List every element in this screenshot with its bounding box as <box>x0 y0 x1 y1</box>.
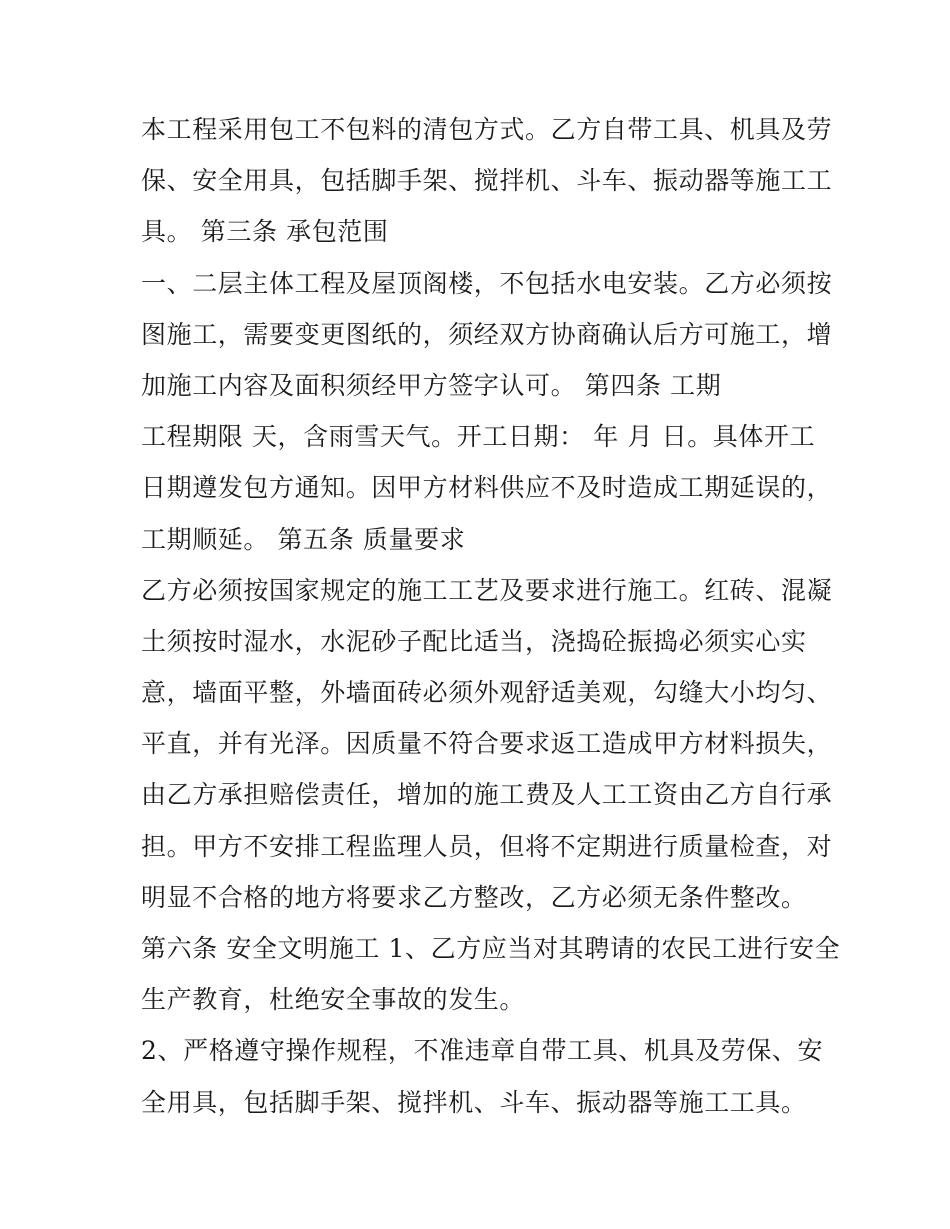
contract-text <box>141 104 841 1128</box>
text-line: 生产教育，杜绝安全事故的发生。 <box>141 985 526 1015</box>
text-line: 明显不合格的地方将要求乙方整改，乙方必须无条件整改。 <box>141 882 807 912</box>
text-line: 第六条 安全文明施工 1、乙方应当对其聘请的农民工进行安全 <box>141 934 841 963</box>
text-line: 工期顺延。 第五条 质量要求 <box>141 524 466 554</box>
text-line: 平直，并有光泽。因质量不符合要求返工造成甲方材料损失， <box>141 729 833 759</box>
text-line: 担。甲方不安排工程监理人员，但将不定期进行质量检查，对 <box>141 831 833 861</box>
text-line: 本工程采用包工不包料的清包方式。乙方自带工具、机具及劳 <box>141 115 833 144</box>
text-line: 由乙方承担赔偿责任，增加的施工费及人工工资由乙方自行承 <box>141 780 833 810</box>
text-line: 意，墙面平整，外墙面砖必须外观舒适美观，勾缝大小均匀、 <box>141 678 833 708</box>
text-line: 图施工，需要变更图纸的，须经双方协商确认后方可施工，增 <box>141 319 833 349</box>
text-line: 土须按时湿水，水泥砂子配比适当，浇捣砼振捣必须实心实 <box>141 626 807 656</box>
text-line: 工程期限 天，含雨雪天气。开工日期： 年 月 日。具体开工 <box>141 422 816 452</box>
text-line: 加施工内容及面积须经甲方签字认可。 第四条 工期 <box>141 370 722 400</box>
text-line: 具。 第三条 承包范围 <box>141 217 389 247</box>
text-line: 保、安全用具，包括脚手架、搅拌机、斗车、振动器等施工工 <box>141 166 833 196</box>
text-line: 2、严格遵守操作规程，不准违章自带工具、机具及劳保、安 <box>141 1036 824 1066</box>
text-line: 一、二层主体工程及屋顶阁楼，不包括水电安装。乙方必须按 <box>141 268 833 298</box>
text-line: 乙方必须按国家规定的施工工艺及要求进行施工。红砖、混凝 <box>141 575 833 605</box>
text-line: 全用具，包括脚手架、搅拌机、斗车、振动器等施工工具。 <box>141 1087 807 1117</box>
text-line: 日期遵发包方通知。因甲方材料供应不及时造成工期延误的， <box>141 473 833 503</box>
